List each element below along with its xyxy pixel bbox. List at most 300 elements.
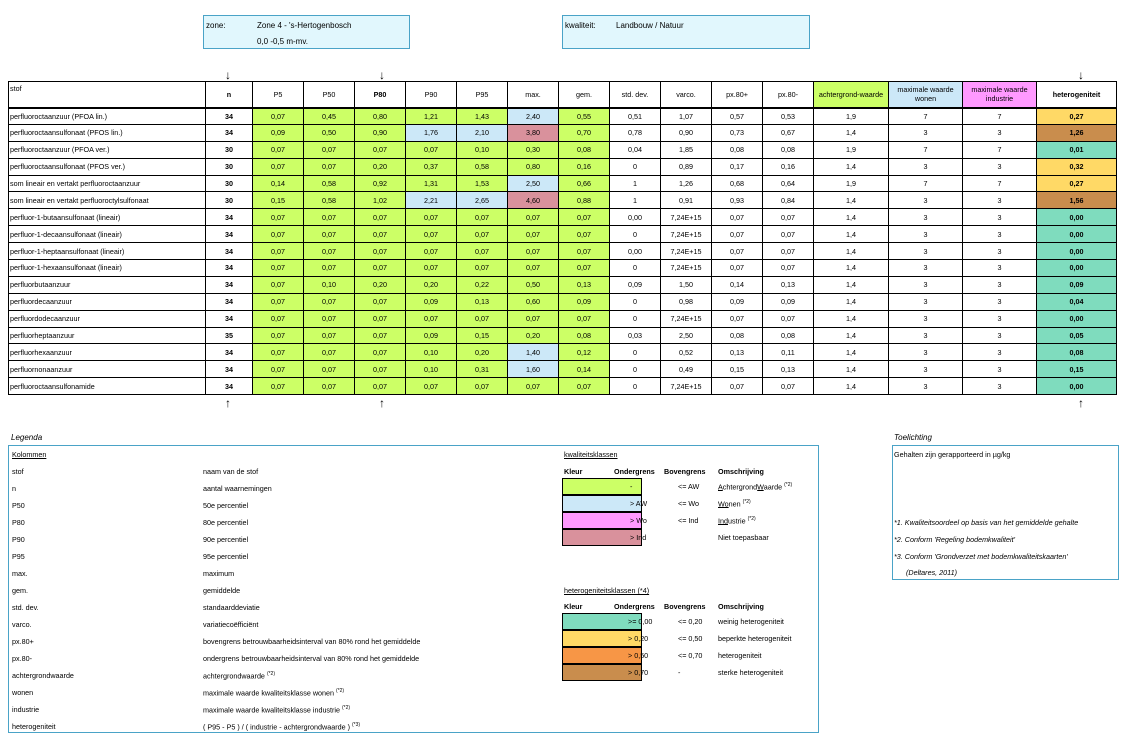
cell-gem-: 0,70 [559, 124, 610, 141]
cell-px-80-: 0,84 [763, 192, 814, 209]
quality-description [718, 533, 769, 542]
cell-px-80-: 0,08 [763, 327, 814, 344]
arrow-down-p80-icon: ↓ [379, 68, 385, 82]
legend-column-key: achtergrondwaarde [12, 671, 74, 680]
cell-p80: 0,07 [355, 344, 406, 361]
cell-gem-: 0,14 [559, 361, 610, 378]
quality-onder: > Wo [630, 516, 647, 525]
cell-maximale-waarde-industrie: 7 [963, 175, 1037, 192]
cell-p5: 0,07 [253, 141, 304, 158]
legend-column-key: max. [12, 569, 28, 578]
cell-heterogeniteit: 0,05 [1037, 327, 1117, 344]
legend-column-key: n [12, 484, 16, 493]
substance-name: perfluoroctaanzuur (PFOA ver.) [9, 141, 206, 158]
cell-varco-: 7,24E+15 [661, 226, 712, 243]
cell-std-dev-: 0 [610, 361, 661, 378]
cell-p95: 0,10 [457, 141, 508, 158]
cell-gem-: 0,08 [559, 327, 610, 344]
cell-p95: 0,22 [457, 276, 508, 293]
arrow-down-het-icon: ↓ [1078, 68, 1084, 82]
substance-name: perfluoroctaansulfonamide [9, 378, 206, 395]
cell-n: 35 [206, 327, 253, 344]
substance-name: perfluor-1-heptaansulfonaat (lineair) [9, 243, 206, 260]
cell-heterogeniteit: 0,27 [1037, 108, 1117, 125]
cell-gem-: 0,07 [559, 310, 610, 327]
cell-maximale-waarde-wonen: 7 [889, 108, 963, 125]
cell-max-: 0,80 [508, 158, 559, 175]
cell-maximale-waarde-industrie: 3 [963, 158, 1037, 175]
cell-p5: 0,07 [253, 108, 304, 125]
het-omschr: heterogeniteit [718, 651, 762, 660]
col-header-3: P50 [304, 82, 355, 108]
col-header-10: varco. [661, 82, 712, 108]
cell-maximale-waarde-industrie: 3 [963, 276, 1037, 293]
cell-maximale-waarde-wonen: 3 [889, 327, 963, 344]
cell-maximale-waarde-wonen: 3 [889, 361, 963, 378]
cell-achtergrond-waarde: 1,4 [814, 124, 889, 141]
cell-varco-: 1,26 [661, 175, 712, 192]
table-row [9, 344, 1117, 361]
cell-gem-: 0,07 [559, 260, 610, 277]
cell-maximale-waarde-industrie: 3 [963, 310, 1037, 327]
cell-p5: 0,07 [253, 378, 304, 395]
cell-maximale-waarde-wonen: 3 [889, 243, 963, 260]
legend-column-desc-text: maximale waarde kwaliteitsklasse wonen [203, 688, 335, 698]
cell-std-dev-: 0,00 [610, 243, 661, 260]
cell-gem-: 0,13 [559, 276, 610, 293]
quality-description-part: Niet toepasbaar [718, 533, 769, 542]
cell-px-80-: 0,07 [763, 226, 814, 243]
het-boven: <= 0,20 [678, 617, 703, 626]
cell-max-: 0,07 [508, 243, 559, 260]
cell-p80: 0,07 [355, 361, 406, 378]
cell-px-80-: 0,09 [763, 293, 814, 310]
cell-heterogeniteit: 0,27 [1037, 175, 1117, 192]
cell-maximale-waarde-industrie: 3 [963, 344, 1037, 361]
quality-description [718, 499, 751, 508]
cell-heterogeniteit: 0,08 [1037, 344, 1117, 361]
het-classes-title: heterogeniteitsklassen (*4) [564, 586, 650, 595]
col-header-12: px.80- [763, 82, 814, 108]
cell-std-dev-: 0,00 [610, 209, 661, 226]
col-header-1: n [206, 82, 253, 108]
legend-column-key: px.80- [12, 654, 32, 663]
legend-column-key: industrie [12, 705, 40, 714]
cell-n: 34 [206, 310, 253, 327]
legend-column-desc-text: 95e percentiel [203, 552, 249, 561]
legend-column-desc-text: maximale waarde kwaliteitsklasse industrie [203, 705, 341, 715]
legend-column-desc [203, 467, 258, 476]
quality-description [718, 482, 792, 491]
cell-p95: 0,07 [457, 310, 508, 327]
legend-column-desc-text: variatiecoëfficiënt [203, 620, 259, 629]
cell-p90: 1,21 [406, 108, 457, 125]
table-body [9, 108, 1117, 395]
table-row [9, 141, 1117, 158]
cell-px-80-: 0,08 [763, 141, 814, 158]
cell-std-dev-: 0 [610, 310, 661, 327]
legend-column-key: P50 [12, 501, 25, 510]
cell-px-80-: 0,53 [763, 108, 814, 125]
het-boven: <= 0,70 [678, 651, 703, 660]
col-header-4: P80 [355, 82, 406, 108]
cell-p50: 0,07 [304, 260, 355, 277]
quality-description-part: A [718, 482, 723, 492]
cell-achtergrond-waarde: 1,4 [814, 226, 889, 243]
cell-p80: 0,07 [355, 243, 406, 260]
cell-px-80-: 0,07 [763, 378, 814, 395]
cell-std-dev-: 0,51 [610, 108, 661, 125]
cell-p80: 0,07 [355, 378, 406, 395]
arrow-up-het-icon: ↑ [1078, 396, 1084, 410]
cell-varco-: 0,90 [661, 124, 712, 141]
cell-px-80-: 0,73 [712, 124, 763, 141]
cell-achtergrond-waarde: 1,4 [814, 361, 889, 378]
legend-column-key: P80 [12, 518, 25, 527]
cell-achtergrond-waarde: 1,9 [814, 175, 889, 192]
statistics-table [8, 81, 1117, 395]
cell-maximale-waarde-industrie: 3 [963, 226, 1037, 243]
cell-p90: 0,07 [406, 378, 457, 395]
quality-description-part: chtergrond [722, 482, 758, 492]
cell-n: 34 [206, 243, 253, 260]
quality-boven: <= AW [678, 482, 700, 491]
het-onder: > 0,50 [628, 651, 649, 660]
cell-n: 34 [206, 226, 253, 243]
cell-p80: 1,02 [355, 192, 406, 209]
substance-name: perfluordecaanzuur [9, 293, 206, 310]
quality-description [718, 516, 756, 525]
cell-achtergrond-waarde: 1,4 [814, 192, 889, 209]
table-row [9, 226, 1117, 243]
cell-px-80-: 0,07 [712, 310, 763, 327]
table-row [9, 124, 1117, 141]
cell-p5: 0,07 [253, 361, 304, 378]
note-3: *3. Conform 'Grondverzet met bodemkwaliteitskaarten' [894, 552, 1068, 561]
cell-heterogeniteit: 1,26 [1037, 124, 1117, 141]
cell-maximale-waarde-wonen: 3 [889, 344, 963, 361]
cell-n: 30 [206, 175, 253, 192]
cell-px-80-: 0,07 [763, 310, 814, 327]
cell-std-dev-: 1 [610, 192, 661, 209]
cell-varco-: 0,98 [661, 293, 712, 310]
cell-varco-: 0,89 [661, 158, 712, 175]
legend-column-key: P90 [12, 535, 25, 544]
cell-p5: 0,07 [253, 243, 304, 260]
cell-p80: 0,07 [355, 209, 406, 226]
cell-maximale-waarde-wonen: 3 [889, 276, 963, 293]
cell-max-: 2,40 [508, 108, 559, 125]
legend-column-desc [203, 620, 258, 629]
cell-px-80-: 0,11 [763, 344, 814, 361]
cell-achtergrond-waarde: 1,4 [814, 378, 889, 395]
cell-px-80-: 0,13 [763, 276, 814, 293]
table-row [9, 310, 1117, 327]
cell-maximale-waarde-industrie: 3 [963, 327, 1037, 344]
legend-column-desc-text: 80e percentiel [203, 518, 249, 527]
quality-description-part: W [757, 482, 764, 492]
quality-description-part: aarde [763, 482, 783, 492]
table-row [9, 108, 1117, 125]
cell-p50: 0,07 [304, 378, 355, 395]
cell-gem-: 0,07 [559, 243, 610, 260]
cell-varco-: 0,49 [661, 361, 712, 378]
legend-column-key: px.80+ [12, 637, 34, 646]
cell-p95: 2,10 [457, 124, 508, 141]
cell-achtergrond-waarde: 1,4 [814, 310, 889, 327]
cell-heterogeniteit: 0,00 [1037, 378, 1117, 395]
het-omschr: beperkte heterogeniteit [718, 634, 792, 643]
cell-achtergrond-waarde: 1,4 [814, 158, 889, 175]
cell-p50: 0,50 [304, 124, 355, 141]
cell-p50: 0,07 [304, 209, 355, 226]
footnote-ref: (*2) [342, 705, 351, 711]
cell-px-80-: 0,07 [712, 378, 763, 395]
cell-p50: 0,07 [304, 226, 355, 243]
qc-header-kleur: Kleur [564, 467, 583, 476]
table-row [9, 378, 1117, 395]
cell-p95: 0,58 [457, 158, 508, 175]
cell-n: 34 [206, 209, 253, 226]
cell-maximale-waarde-wonen: 7 [889, 141, 963, 158]
cell-p95: 0,07 [457, 378, 508, 395]
cell-gem-: 0,08 [559, 141, 610, 158]
cell-max-: 0,07 [508, 310, 559, 327]
cell-maximale-waarde-wonen: 3 [889, 226, 963, 243]
het-boven: <= 0,50 [678, 634, 703, 643]
cell-maximale-waarde-wonen: 3 [889, 158, 963, 175]
cell-heterogeniteit: 0,00 [1037, 226, 1117, 243]
cell-p5: 0,09 [253, 124, 304, 141]
cell-n: 34 [206, 124, 253, 141]
cell-p95: 0,07 [457, 260, 508, 277]
cell-max-: 0,60 [508, 293, 559, 310]
substance-name: perfluoroctaansulfonaat (PFOS ver.) [9, 158, 206, 175]
quality-onder: > Ind [630, 533, 647, 542]
cell-p90: 0,07 [406, 310, 457, 327]
cell-maximale-waarde-industrie: 3 [963, 192, 1037, 209]
cell-varco-: 1,85 [661, 141, 712, 158]
legend-column-key: varco. [12, 620, 32, 629]
cell-achtergrond-waarde: 1,4 [814, 327, 889, 344]
cell-p50: 0,07 [304, 141, 355, 158]
legend-column-desc-text: bovengrens betrouwbaarheidsinterval van 80% rond het gemiddelde [203, 637, 421, 646]
cell-max-: 2,50 [508, 175, 559, 192]
cell-heterogeniteit: 1,56 [1037, 192, 1117, 209]
cell-p95: 1,43 [457, 108, 508, 125]
cell-varco-: 7,24E+15 [661, 310, 712, 327]
notes-units: Gehalten zijn gerapporteerd in µg/kg [894, 450, 1011, 459]
legend-column-desc [203, 654, 419, 663]
cell-px-80-: 0,09 [712, 293, 763, 310]
note-1: *1. Kwaliteitsoordeel op basis van het gemiddelde gehalte [894, 518, 1079, 527]
cell-std-dev-: 0 [610, 344, 661, 361]
cell-std-dev-: 0,03 [610, 327, 661, 344]
hc-header-boven: Bovengrens [664, 602, 706, 611]
cell-heterogeniteit: 0,09 [1037, 276, 1117, 293]
table-row [9, 243, 1117, 260]
cell-p50: 0,07 [304, 243, 355, 260]
cell-p80: 0,92 [355, 175, 406, 192]
cell-p95: 0,15 [457, 327, 508, 344]
cell-max-: 0,07 [508, 260, 559, 277]
cell-maximale-waarde-industrie: 3 [963, 243, 1037, 260]
cell-p80: 0,07 [355, 260, 406, 277]
cell-maximale-waarde-industrie: 3 [963, 293, 1037, 310]
table-row [9, 361, 1117, 378]
cell-p90: 0,09 [406, 327, 457, 344]
cell-p95: 0,31 [457, 361, 508, 378]
quality-onder: > AW [630, 499, 648, 508]
substance-name: perfluorbutaanzuur [9, 276, 206, 293]
substance-name: perfluor-1-butaansulfonaat (lineair) [9, 209, 206, 226]
legend-column-desc [203, 637, 420, 646]
het-onder: > 0,70 [628, 668, 649, 677]
cell-varco-: 7,24E+15 [661, 260, 712, 277]
cell-p5: 0,07 [253, 158, 304, 175]
cell-maximale-waarde-wonen: 3 [889, 378, 963, 395]
legend-column-desc [203, 535, 248, 544]
hc-header-onder: Ondergrens [614, 602, 655, 611]
footnote-ref: (*2) [784, 482, 793, 488]
cell-n: 34 [206, 276, 253, 293]
cell-heterogeniteit: 0,00 [1037, 260, 1117, 277]
cell-max-: 0,07 [508, 226, 559, 243]
cell-max-: 3,80 [508, 124, 559, 141]
cell-gem-: 0,88 [559, 192, 610, 209]
qc-header-omschr: Omschrijving [718, 467, 764, 476]
quality-description-part: ustrie [728, 516, 746, 526]
quality-label: kwaliteit: [565, 21, 596, 30]
cell-maximale-waarde-wonen: 3 [889, 260, 963, 277]
cell-varco-: 2,50 [661, 327, 712, 344]
legend-column-desc-text: maximum [203, 569, 235, 578]
cell-gem-: 0,07 [559, 209, 610, 226]
cell-maximale-waarde-industrie: 3 [963, 124, 1037, 141]
arrow-down-n-icon: ↓ [225, 68, 231, 82]
cell-p5: 0,15 [253, 192, 304, 209]
legend-column-key: std. dev. [12, 603, 39, 612]
cell-std-dev-: 0 [610, 158, 661, 175]
substance-name: perfluor-1-decaansulfonaat (lineair) [9, 226, 206, 243]
cell-std-dev-: 0,09 [610, 276, 661, 293]
cell-px-80-: 0,08 [712, 327, 763, 344]
depth-value: 0,0 -0,5 m-mv. [257, 37, 308, 46]
cell-maximale-waarde-industrie: 3 [963, 260, 1037, 277]
cell-varco-: 7,24E+15 [661, 209, 712, 226]
cell-heterogeniteit: 0,00 [1037, 243, 1117, 260]
cell-px-80-: 0,17 [712, 158, 763, 175]
cell-p95: 0,13 [457, 293, 508, 310]
quality-onder: - [630, 482, 633, 491]
cell-gem-: 0,16 [559, 158, 610, 175]
cell-p95: 0,07 [457, 209, 508, 226]
legend-columns-title: Kolommen [12, 450, 47, 459]
cell-p90: 0,10 [406, 361, 457, 378]
cell-heterogeniteit: 0,15 [1037, 361, 1117, 378]
legend-column-desc [203, 603, 260, 612]
quality-classes-title: kwaliteitsklassen [564, 450, 618, 459]
cell-gem-: 0,66 [559, 175, 610, 192]
cell-gem-: 0,09 [559, 293, 610, 310]
cell-heterogeniteit: 0,04 [1037, 293, 1117, 310]
qc-header-boven: Bovengrens [664, 467, 706, 476]
cell-p90: 1,31 [406, 175, 457, 192]
legend-column-desc [203, 586, 240, 595]
cell-heterogeniteit: 0,01 [1037, 141, 1117, 158]
cell-p50: 0,07 [304, 310, 355, 327]
substance-name: som lineair en vertakt perfluoroctaanzuur [9, 175, 206, 192]
cell-maximale-waarde-wonen: 3 [889, 293, 963, 310]
zone-value: Zone 4 - 's-Hertogenbosch [257, 21, 352, 30]
substance-name: perfluordodecaanzuur [9, 310, 206, 327]
legend-column-desc-text: naam van de stof [203, 467, 259, 476]
cell-p80: 0,07 [355, 141, 406, 158]
cell-p5: 0,07 [253, 209, 304, 226]
cell-max-: 0,30 [508, 141, 559, 158]
cell-px-80-: 0,68 [712, 175, 763, 192]
cell-p80: 0,07 [355, 310, 406, 327]
cell-max-: 4,60 [508, 192, 559, 209]
legend-column-desc [203, 688, 344, 697]
cell-achtergrond-waarde: 1,9 [814, 141, 889, 158]
quality-boven: <= Wo [678, 499, 700, 508]
substance-name: perfluornonaanzuur [9, 361, 206, 378]
cell-p90: 0,07 [406, 209, 457, 226]
cell-max-: 0,50 [508, 276, 559, 293]
cell-px-80-: 0,07 [712, 260, 763, 277]
cell-n: 34 [206, 260, 253, 277]
cell-p50: 0,07 [304, 293, 355, 310]
quality-box [562, 15, 810, 49]
het-boven: - [678, 668, 681, 677]
table-row [9, 158, 1117, 175]
quality-description-part: nen [728, 499, 741, 509]
legend-column-desc [203, 705, 350, 714]
cell-varco-: 7,24E+15 [661, 243, 712, 260]
cell-px-80-: 0,07 [712, 243, 763, 260]
cell-gem-: 0,55 [559, 108, 610, 125]
cell-px-80-: 0,67 [763, 124, 814, 141]
cell-px-80-: 0,93 [712, 192, 763, 209]
legend-column-desc-text: standaarddeviatie [203, 603, 260, 612]
cell-px-80-: 0,16 [763, 158, 814, 175]
zone-box [203, 15, 410, 49]
legend-column-key: stof [12, 467, 24, 476]
cell-p90: 1,76 [406, 124, 457, 141]
cell-maximale-waarde-wonen: 3 [889, 310, 963, 327]
cell-max-: 0,07 [508, 378, 559, 395]
cell-p90: 0,20 [406, 276, 457, 293]
cell-p80: 0,07 [355, 327, 406, 344]
cell-n: 30 [206, 192, 253, 209]
cell-maximale-waarde-wonen: 3 [889, 124, 963, 141]
cell-p80: 0,90 [355, 124, 406, 141]
cell-p5: 0,07 [253, 276, 304, 293]
cell-maximale-waarde-industrie: 3 [963, 361, 1037, 378]
cell-px-80-: 0,07 [712, 209, 763, 226]
cell-varco-: 7,24E+15 [661, 378, 712, 395]
cell-n: 34 [206, 344, 253, 361]
legend-column-desc-text: ondergrens betrouwbaarheidsinterval van 80% rond het gemiddelde [203, 654, 420, 663]
legend-column-key: P95 [12, 552, 25, 561]
substance-name: som lineair en vertakt perfluoroctylsulfonaat [9, 192, 206, 209]
cell-std-dev-: 0 [610, 260, 661, 277]
quality-value: Landbouw / Natuur [616, 21, 684, 30]
legend-column-desc [203, 518, 248, 527]
cell-p50: 0,10 [304, 276, 355, 293]
het-onder: >= 0,00 [628, 617, 653, 626]
